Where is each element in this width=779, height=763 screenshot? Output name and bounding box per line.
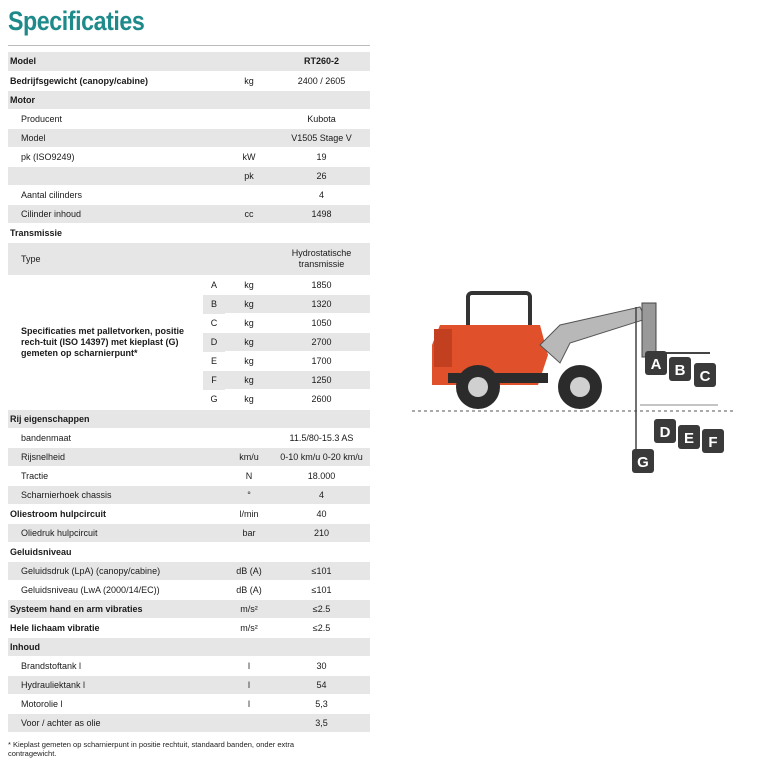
section-label: Motor <box>8 90 225 109</box>
row-label: Type <box>8 242 225 275</box>
row-unit: ° <box>225 485 273 504</box>
load-letter: B <box>203 295 225 314</box>
row-value: 2400 / 2605 <box>273 71 370 90</box>
weight-E <box>678 425 700 449</box>
table-row <box>8 485 370 504</box>
footnote: * Kieplast gemeten op scharnierpunt in positie rechtuit, standaard banden, onder extra contragewicht. <box>8 740 295 758</box>
row-value: 1250 <box>273 371 370 390</box>
row-unit: l <box>225 675 273 694</box>
section-header <box>8 542 370 561</box>
row-value: 1700 <box>273 352 370 371</box>
table-row <box>8 447 370 466</box>
row-label: Model <box>8 52 225 71</box>
row-unit: kg <box>225 275 273 294</box>
table-row <box>8 128 370 147</box>
row-unit: kg <box>225 371 273 390</box>
row-unit: kW <box>225 147 273 166</box>
row-value: 19 <box>273 147 370 166</box>
row-label: Aantal cilinders <box>8 185 225 204</box>
load-letters <box>203 276 225 409</box>
section-header <box>8 223 370 242</box>
load-letter: F <box>203 371 225 390</box>
table-row <box>8 428 370 447</box>
row-value: 4 <box>273 485 370 504</box>
row-value: ≤2.5 <box>273 618 370 637</box>
table-row <box>8 466 370 485</box>
weight-label: C <box>699 368 711 385</box>
row-unit: kg <box>225 294 273 313</box>
section-label: Transmissie <box>8 223 225 242</box>
table-row <box>8 166 370 185</box>
row-value: 30 <box>273 656 370 675</box>
row-label: Systeem hand en arm vibraties <box>8 599 225 618</box>
weight-D <box>654 419 676 443</box>
row-label: bandenmaat <box>8 428 225 447</box>
row-value: 2700 <box>273 332 370 351</box>
row-unit: l <box>225 694 273 713</box>
row-unit: kg <box>225 71 273 90</box>
page-title: Specificaties <box>8 6 145 36</box>
table-row <box>8 523 370 542</box>
row-unit: pk <box>225 166 273 185</box>
table-row <box>8 656 370 675</box>
row-unit <box>225 713 273 732</box>
table-row <box>8 561 370 580</box>
table-row <box>8 71 370 90</box>
table-row <box>8 147 370 166</box>
row-value: 5,3 <box>273 694 370 713</box>
section-header <box>8 409 370 428</box>
row-unit: kg <box>225 390 273 409</box>
row-label: Model <box>8 128 225 147</box>
section-header <box>8 90 370 109</box>
row-label: Oliedruk hulpcircuit <box>8 523 225 542</box>
table-row <box>8 504 370 523</box>
row-label: Tractie <box>8 466 225 485</box>
load-letter: C <box>203 314 225 333</box>
row-value: 4 <box>273 185 370 204</box>
weight-label: D <box>659 424 671 441</box>
row-value: ≤101 <box>273 580 370 599</box>
row-label: Scharnierhoek chassis <box>8 485 225 504</box>
row-unit <box>225 185 273 204</box>
row-unit: kg <box>225 332 273 351</box>
weight-label: E <box>683 430 695 447</box>
load-letter: A <box>203 276 225 295</box>
row-label: Motorolie l <box>8 694 225 713</box>
table-row <box>8 185 370 204</box>
row-value: 11.5/80-15.3 AS <box>273 428 370 447</box>
row-unit: l <box>225 656 273 675</box>
row-value: 2600 <box>273 390 370 409</box>
lift-arm <box>540 307 646 363</box>
row-unit: l/min <box>225 504 273 523</box>
row-unit <box>225 52 273 71</box>
weight-label: F <box>708 434 718 451</box>
row-label: Oliestroom hulpcircuit <box>8 504 225 523</box>
row-unit: dB (A) <box>225 561 273 580</box>
row-value: 1050 <box>273 313 370 332</box>
table-row <box>8 242 370 275</box>
rear-rim <box>468 377 488 397</box>
row-value: 210 <box>273 523 370 542</box>
row-value: ≤101 <box>273 561 370 580</box>
row-unit: kg <box>225 352 273 371</box>
row-label: Hydrauliektank l <box>8 675 225 694</box>
table-row <box>8 109 370 128</box>
weight-C <box>694 363 716 387</box>
table-row <box>8 599 370 618</box>
row-unit <box>225 428 273 447</box>
row-unit <box>225 128 273 147</box>
row-value: ≤2.5 <box>273 599 370 618</box>
row-value: RT260-2 <box>273 52 370 71</box>
section-label: Rij eigenschappen <box>8 409 225 428</box>
row-value: 40 <box>273 504 370 523</box>
loader-illustration <box>410 285 740 475</box>
row-label: pk (ISO9249) <box>8 147 225 166</box>
palletvorken-label: Specificaties met palletvorken, positie rech-tuit (ISO 14397) met kieplast (G) gemeten op scharnierpunt* <box>21 325 185 358</box>
load-letter: E <box>203 352 225 371</box>
spec-table <box>8 52 370 733</box>
row-value: 1320 <box>273 294 370 313</box>
row-unit <box>225 109 273 128</box>
row-value: 0-10 km/u 0-20 km/u <box>273 447 370 466</box>
row-value: 26 <box>273 166 370 185</box>
table-row <box>8 204 370 223</box>
row-value: 18.000 <box>273 466 370 485</box>
row-unit: m/s² <box>225 599 273 618</box>
table-row <box>8 675 370 694</box>
table-row <box>8 618 370 637</box>
engine-hood <box>434 329 452 367</box>
row-value: 1850 <box>273 275 370 294</box>
row-unit: m/s² <box>225 618 273 637</box>
row-unit <box>225 242 273 275</box>
load-letter: G <box>203 390 225 409</box>
row-label: Brandstoftank l <box>8 656 225 675</box>
row-label: Hele lichaam vibratie <box>8 618 225 637</box>
row-unit: dB (A) <box>225 580 273 599</box>
title-divider <box>8 45 370 46</box>
front-rim <box>570 377 590 397</box>
quick-hitch <box>642 303 656 357</box>
row-label: Voor / achter as olie <box>8 713 225 732</box>
row-value: 3,5 <box>273 713 370 732</box>
load-letter: D <box>203 333 225 352</box>
weight-label: G <box>637 454 649 471</box>
weight-B <box>669 357 691 381</box>
row-unit: kg <box>225 313 273 332</box>
load-row <box>8 275 370 294</box>
section-header <box>8 637 370 656</box>
row-label: Geluidsniveau (LwA (2000/14/EC)) <box>8 580 225 599</box>
row-value: 1498 <box>273 204 370 223</box>
section-label: Geluidsniveau <box>8 542 225 561</box>
weight-A <box>645 351 667 375</box>
table-row <box>8 694 370 713</box>
table-row <box>8 52 370 71</box>
row-label: Bedrijfsgewicht (canopy/cabine) <box>8 71 225 90</box>
row-unit: km/u <box>225 447 273 466</box>
table-row <box>8 580 370 599</box>
row-label: Rijsnelheid <box>8 447 225 466</box>
row-value: Hydrostatische transmissie <box>273 242 370 275</box>
row-label: Cilinder inhoud <box>8 204 225 223</box>
row-unit: cc <box>225 204 273 223</box>
row-label: Producent <box>8 109 225 128</box>
row-value: V1505 Stage V <box>273 128 370 147</box>
table-row <box>8 713 370 732</box>
weight-label: B <box>674 362 686 379</box>
row-unit: bar <box>225 523 273 542</box>
row-value: 54 <box>273 675 370 694</box>
row-label <box>8 166 225 185</box>
weight-G <box>632 449 654 473</box>
row-value: Kubota <box>273 109 370 128</box>
weight-label: A <box>650 356 662 373</box>
weight-F <box>702 429 724 453</box>
section-label: Inhoud <box>8 637 225 656</box>
row-unit: N <box>225 466 273 485</box>
row-label: Geluidsdruk (LpA) (canopy/cabine) <box>8 561 225 580</box>
